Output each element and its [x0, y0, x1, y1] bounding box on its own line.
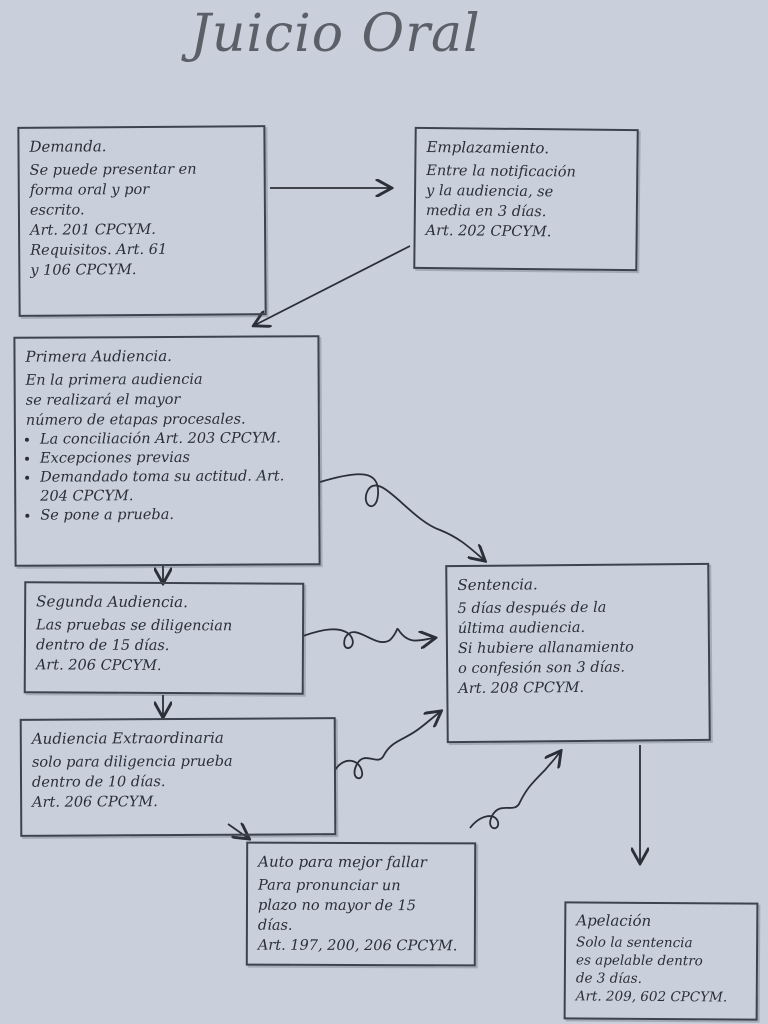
emplazamiento-line: y la audiencia, se	[425, 182, 554, 201]
primera-bullet-list	[26, 429, 308, 525]
sentencia-line: 5 días después de la	[457, 599, 607, 618]
demanda-line: Requisitos. Art. 61	[30, 241, 168, 259]
box-auto-mejor-fallar	[246, 842, 476, 967]
box-emplazamiento	[413, 127, 638, 271]
primera-bullet: • La conciliación Art. 203 CPCYM.	[40, 429, 308, 449]
box-sentencia	[445, 563, 711, 743]
demanda-heading: Demanda.	[29, 137, 107, 156]
demanda-line: escrito.	[29, 202, 85, 219]
apelacion-line: de 3 días.	[575, 970, 642, 987]
segunda-line: Art. 206 CPCYM.	[35, 657, 162, 674]
emplazamiento-line: Art. 202 CPCYM.	[425, 222, 552, 241]
segunda-line: Las pruebas se diligencian	[36, 617, 233, 635]
extra-line: dentro de 10 días.	[31, 774, 166, 791]
segunda-heading: Segunda Audiencia.	[36, 592, 188, 612]
arrow-extra-sentencia	[335, 712, 440, 778]
apelacion-line: Art. 209, 602 CPCYM.	[575, 988, 728, 1006]
box-primera-audiencia	[13, 335, 320, 567]
arrow-auto-sentencia	[470, 752, 560, 828]
primera-line: En la primera audiencia	[25, 371, 203, 389]
arrow-segunda-sentencia	[303, 629, 434, 648]
sentencia-line: Art. 208 CPCYM.	[458, 679, 585, 698]
segunda-line: dentro de 15 días.	[35, 637, 170, 655]
apelacion-heading: Apelación	[576, 911, 652, 930]
emplazamiento-line: media en 3 días.	[425, 202, 547, 221]
box-audiencia-extraordinaria	[20, 717, 337, 837]
arrow-primera-sentencia	[320, 474, 484, 560]
demanda-line: forma oral y por	[29, 181, 150, 199]
auto-heading: Auto para mejor fallar	[258, 852, 427, 872]
sentencia-line: o confesión son 3 días.	[458, 659, 626, 678]
extra-line: solo para diligencia prueba	[31, 753, 233, 771]
auto-line: Para pronunciar un	[258, 877, 401, 895]
primera-line: número de etapas procesales.	[25, 411, 246, 429]
auto-line: plazo no mayor de 15	[257, 897, 417, 915]
page-title: Juicio Oral	[190, 4, 481, 64]
box-apelacion	[564, 901, 759, 1020]
auto-line: Art. 197, 200, 206 CPCYM.	[257, 937, 458, 955]
extra-heading: Audiencia Extraordinaria	[31, 728, 224, 748]
extra-line: Art. 206 CPCYM.	[32, 794, 158, 811]
sentencia-heading: Sentencia.	[457, 575, 538, 595]
primera-bullet: • Demandado toma su actitud. Art. 204 CPCYM.	[40, 467, 308, 506]
emplazamiento-line: Entre la notificación	[426, 162, 576, 181]
apelacion-line: Solo la sentencia	[576, 934, 693, 952]
sentencia-line: Si hubiere allanamiento	[457, 639, 634, 658]
primera-bullet: • Se pone a prueba.	[40, 505, 308, 525]
sentencia-line: última audiencia.	[457, 619, 586, 638]
primera-bullet: • Excepciones previas	[40, 448, 308, 468]
primera-heading: Primera Audiencia.	[25, 346, 172, 366]
arrow-emplazamiento-primera	[255, 246, 410, 325]
apelacion-line: es apelable dentro	[575, 952, 703, 970]
demanda-line: y 106 CPCYM.	[30, 262, 137, 279]
demanda-line: Art. 201 CPCYM.	[30, 221, 156, 239]
primera-line: se realizará el mayor	[25, 391, 181, 409]
auto-line: días.	[257, 917, 293, 934]
box-demanda	[17, 125, 266, 317]
emplazamiento-heading: Emplazamiento.	[426, 137, 550, 158]
box-segunda-audiencia	[24, 581, 305, 694]
demanda-line: Se puede presentar en	[29, 161, 197, 179]
